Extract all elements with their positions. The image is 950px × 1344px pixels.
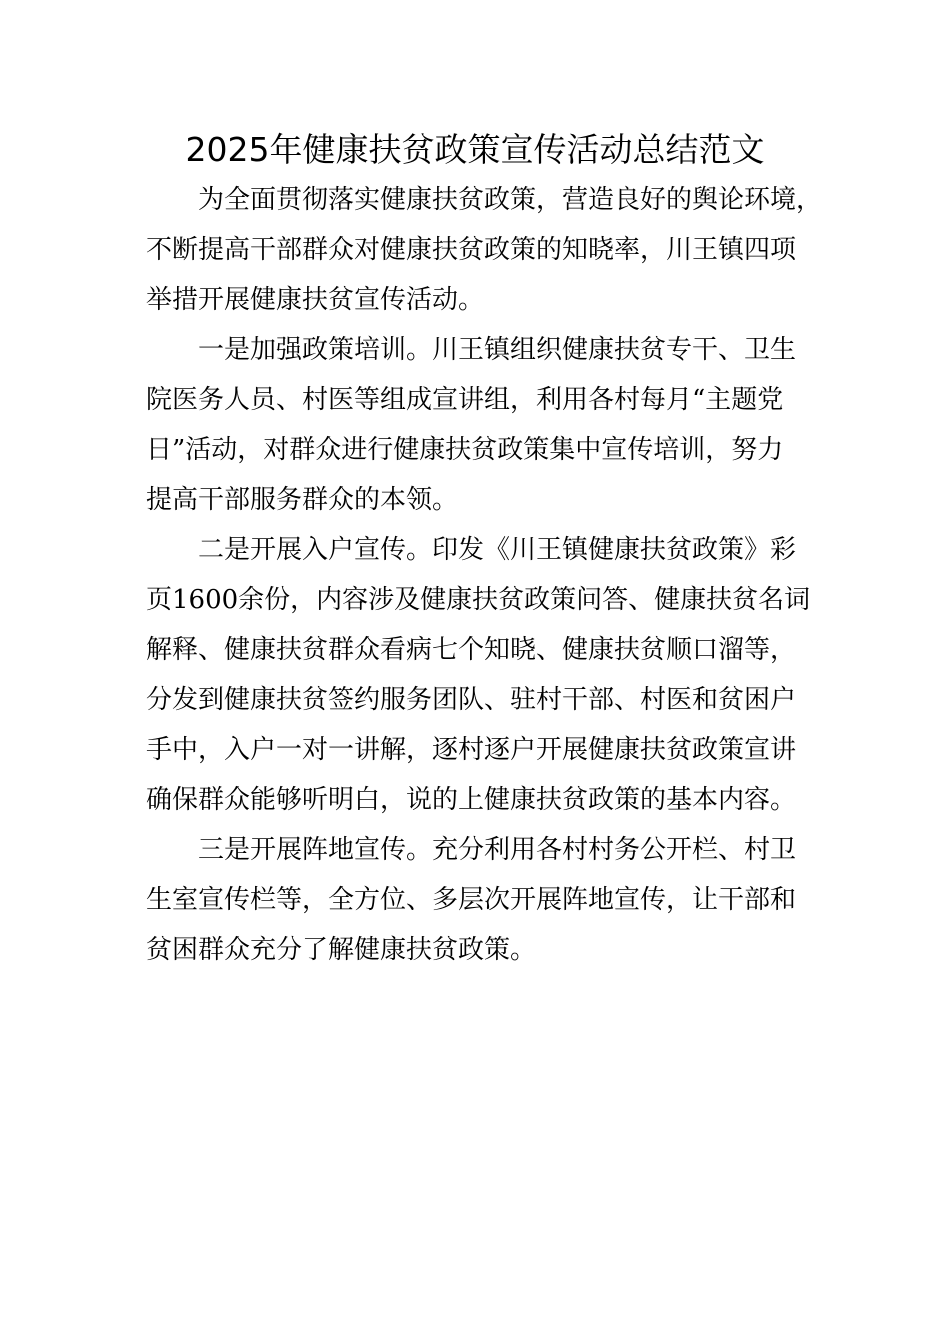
paragraph-line: 三是开展阵地宣传。充分利用各村村务公开栏、村卫: [198, 835, 797, 865]
paragraph-line: 二是开展入户宣传。印发《川王镇健康扶贫政策》彩: [198, 535, 797, 565]
paragraph-line: 手中，入户一对一讲解，逐村逐户开展健康扶贫政策宣讲: [146, 735, 797, 765]
paragraph-line: 确保群众能够听明白，说的上健康扶贫政策的基本内容。: [146, 785, 797, 815]
paragraph-line: 解释、健康扶贫群众看病七个知晓、健康扶贫顺口溜等，: [146, 635, 797, 665]
paragraph-line: 不断提高干部群众对健康扶贫政策的知晓率，川王镇四项: [146, 235, 797, 265]
paragraph-line: 一是加强政策培训。川王镇组织健康扶贫专干、卫生: [198, 335, 797, 365]
document-title: 2025年健康扶贫政策宣传活动总结范文: [185, 130, 765, 169]
paragraph-line: 分发到健康扶贫签约服务团队、驻村干部、村医和贫困户: [146, 685, 797, 715]
paragraph-line: 为全面贯彻落实健康扶贫政策，营造良好的舆论环境，: [198, 185, 823, 215]
paragraph-line: 贫困群众充分了解健康扶贫政策。: [146, 935, 537, 965]
paragraph-line: 院医务人员、村医等组成宣讲组，利用各村每月“主题党: [146, 385, 784, 415]
paragraph-line: 页1600余份，内容涉及健康扶贫政策问答、健康扶贫名词: [146, 585, 811, 615]
paragraph-line: 生室宣传栏等，全方位、多层次开展阵地宣传，让干部和: [146, 885, 797, 915]
paragraph-line: 提高干部服务群众的本领。: [146, 485, 459, 515]
paragraph-line: 举措开展健康扶贫宣传活动。: [146, 285, 485, 315]
paragraph-line: 日”活动，对群众进行健康扶贫政策集中宣传培训，努力: [146, 435, 784, 465]
